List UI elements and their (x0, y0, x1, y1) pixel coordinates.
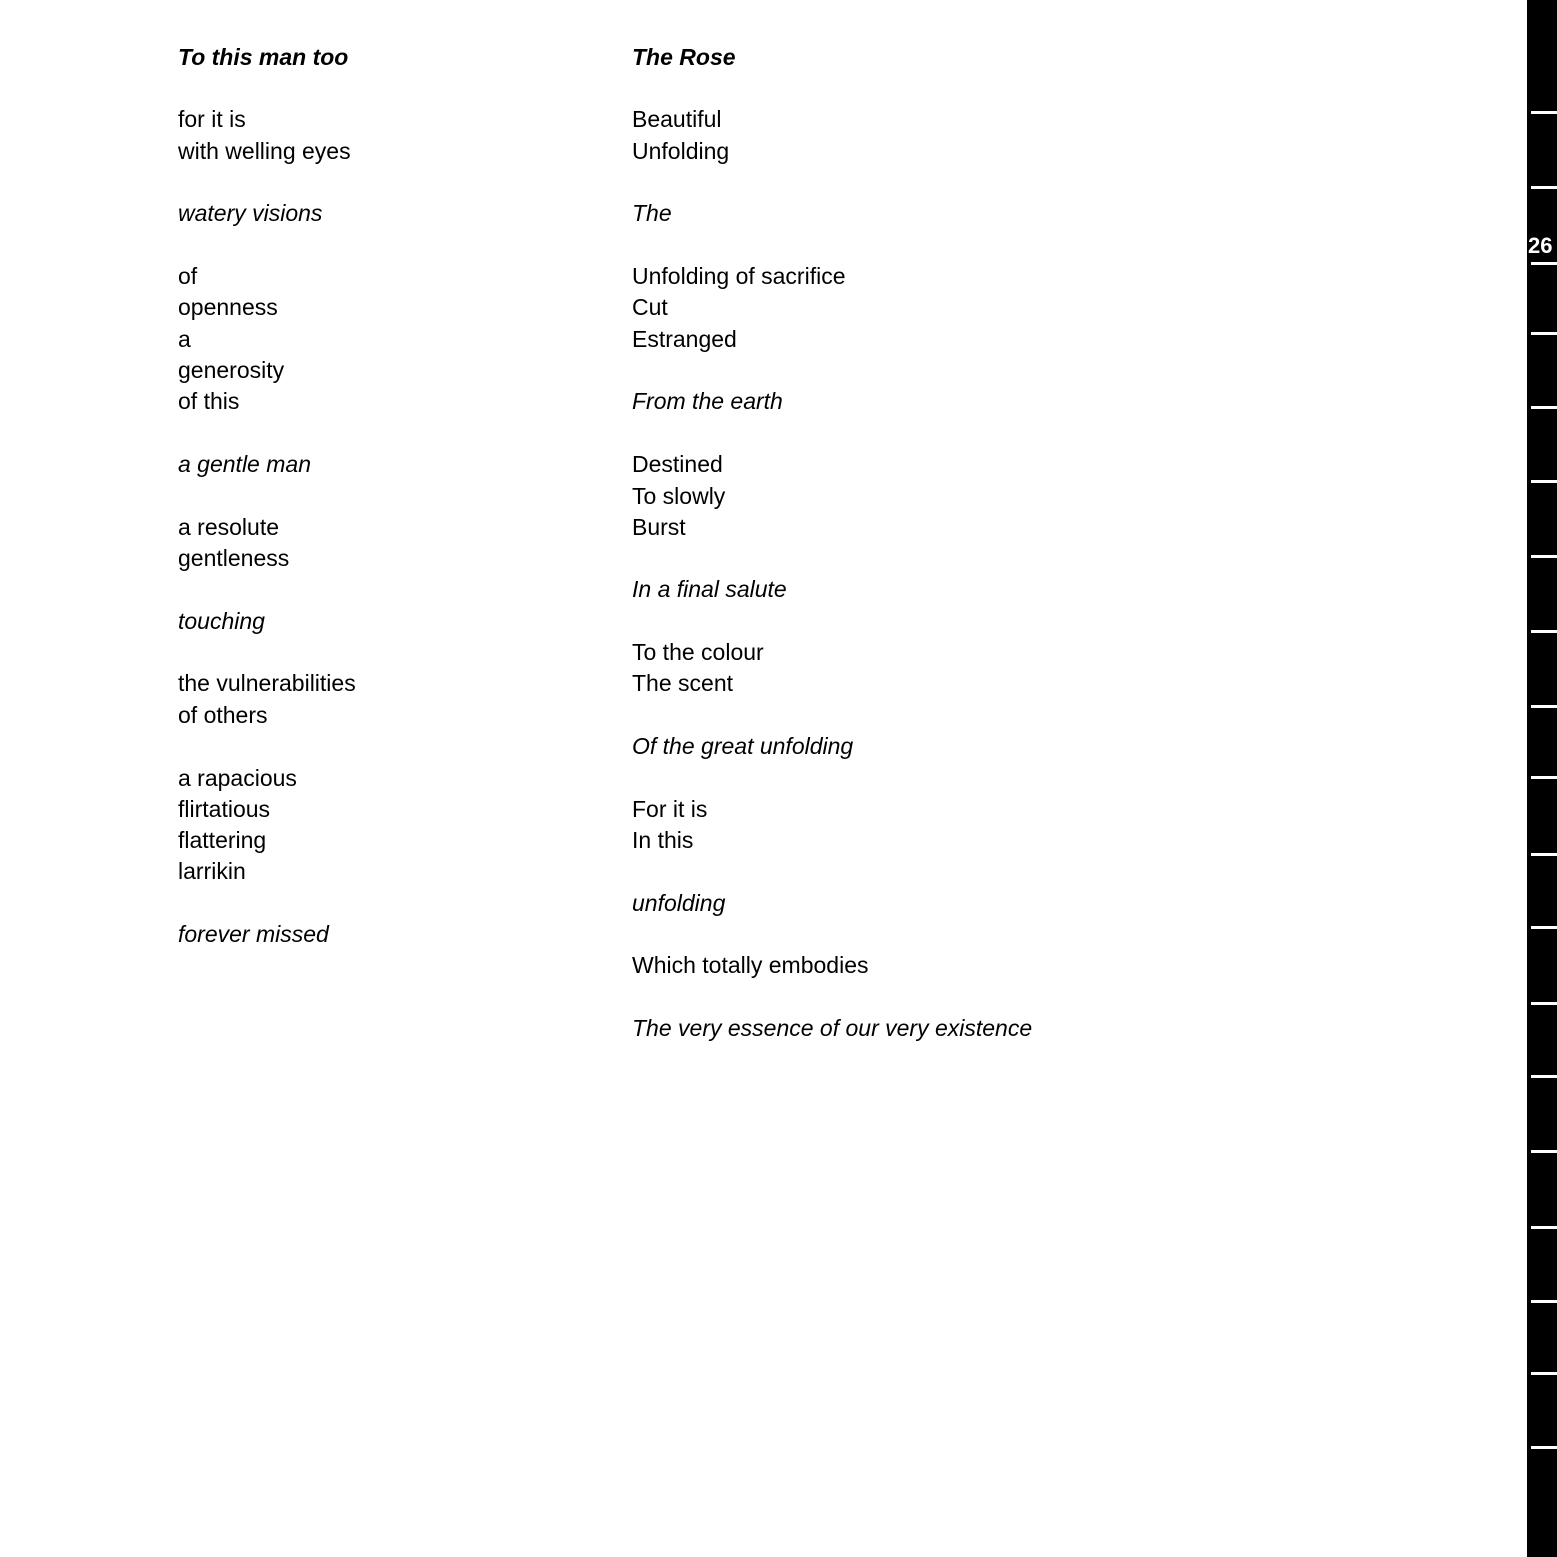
poem-line: The (632, 200, 672, 226)
poem-line: a rapacious (178, 765, 297, 791)
poem-line: of this (178, 388, 240, 414)
edge-tick (1531, 1075, 1557, 1078)
edge-tick (1531, 480, 1557, 483)
poem-line: forever missed (178, 921, 329, 947)
edge-tick (1531, 853, 1557, 856)
poem-line: the vulnerabilities (178, 670, 356, 696)
poem-line: for it is (178, 106, 246, 132)
poem-line: larrikin (178, 858, 246, 884)
edge-tick (1531, 1300, 1557, 1303)
poem-line: To slowly (632, 483, 726, 509)
edge-tick (1531, 1226, 1557, 1229)
poem-line: touching (178, 608, 265, 634)
poem-line: For it is (632, 796, 708, 822)
poem-line: of others (178, 702, 268, 728)
edge-tick (1531, 1150, 1557, 1153)
edge-tick (1531, 776, 1557, 779)
edge-tick (1531, 705, 1557, 708)
right-poem-title: The Rose (632, 44, 736, 70)
poem-line: In a final salute (632, 576, 787, 602)
edge-tick (1531, 926, 1557, 929)
poem-line: gentleness (178, 545, 290, 571)
poem-line: Unfolding (632, 138, 730, 164)
left-poem-title: To this man too (178, 44, 349, 70)
poem-line: a (178, 326, 191, 352)
edge-tick (1531, 630, 1557, 633)
poem-line: The very essence of our very existence (632, 1015, 1033, 1041)
edge-tick (1531, 555, 1557, 558)
edge-tick (1531, 406, 1557, 409)
edge-tick (1531, 262, 1557, 265)
edge-tick (1531, 1372, 1557, 1375)
poem-line: In this (632, 827, 694, 853)
poem-line: Which totally embodies (632, 952, 869, 978)
poem-line: Of the great unfolding (632, 733, 854, 759)
edge-tick (1531, 111, 1557, 114)
poem-line: From the earth (632, 388, 783, 414)
page-number: 26 (1528, 233, 1553, 258)
poem-line: of (178, 263, 198, 289)
poem-line: generosity (178, 357, 285, 383)
edge-tick (1531, 332, 1557, 335)
poem-line: To the colour (632, 639, 764, 665)
edge-tick (1531, 1446, 1557, 1449)
poem-line: openness (178, 294, 278, 320)
poem-line: a gentle man (178, 451, 311, 477)
poem-line: unfolding (632, 890, 726, 916)
poem-line: Beautiful (632, 106, 722, 132)
poem-line: watery visions (178, 200, 323, 226)
poem-line: Burst (632, 514, 686, 540)
edge-tick (1531, 186, 1557, 189)
poem-line: The scent (632, 670, 733, 696)
poem-line: a resolute (178, 514, 280, 540)
poem-line: Unfolding of sacrifice (632, 263, 846, 289)
edge-tick (1531, 1002, 1557, 1005)
poem-line: Destined (632, 451, 723, 477)
poem-line: Estranged (632, 326, 737, 352)
poem-line: flirtatious (178, 796, 271, 822)
poem-line: with welling eyes (178, 138, 351, 164)
poem-line: flattering (178, 827, 267, 853)
poem-line: Cut (632, 294, 668, 320)
